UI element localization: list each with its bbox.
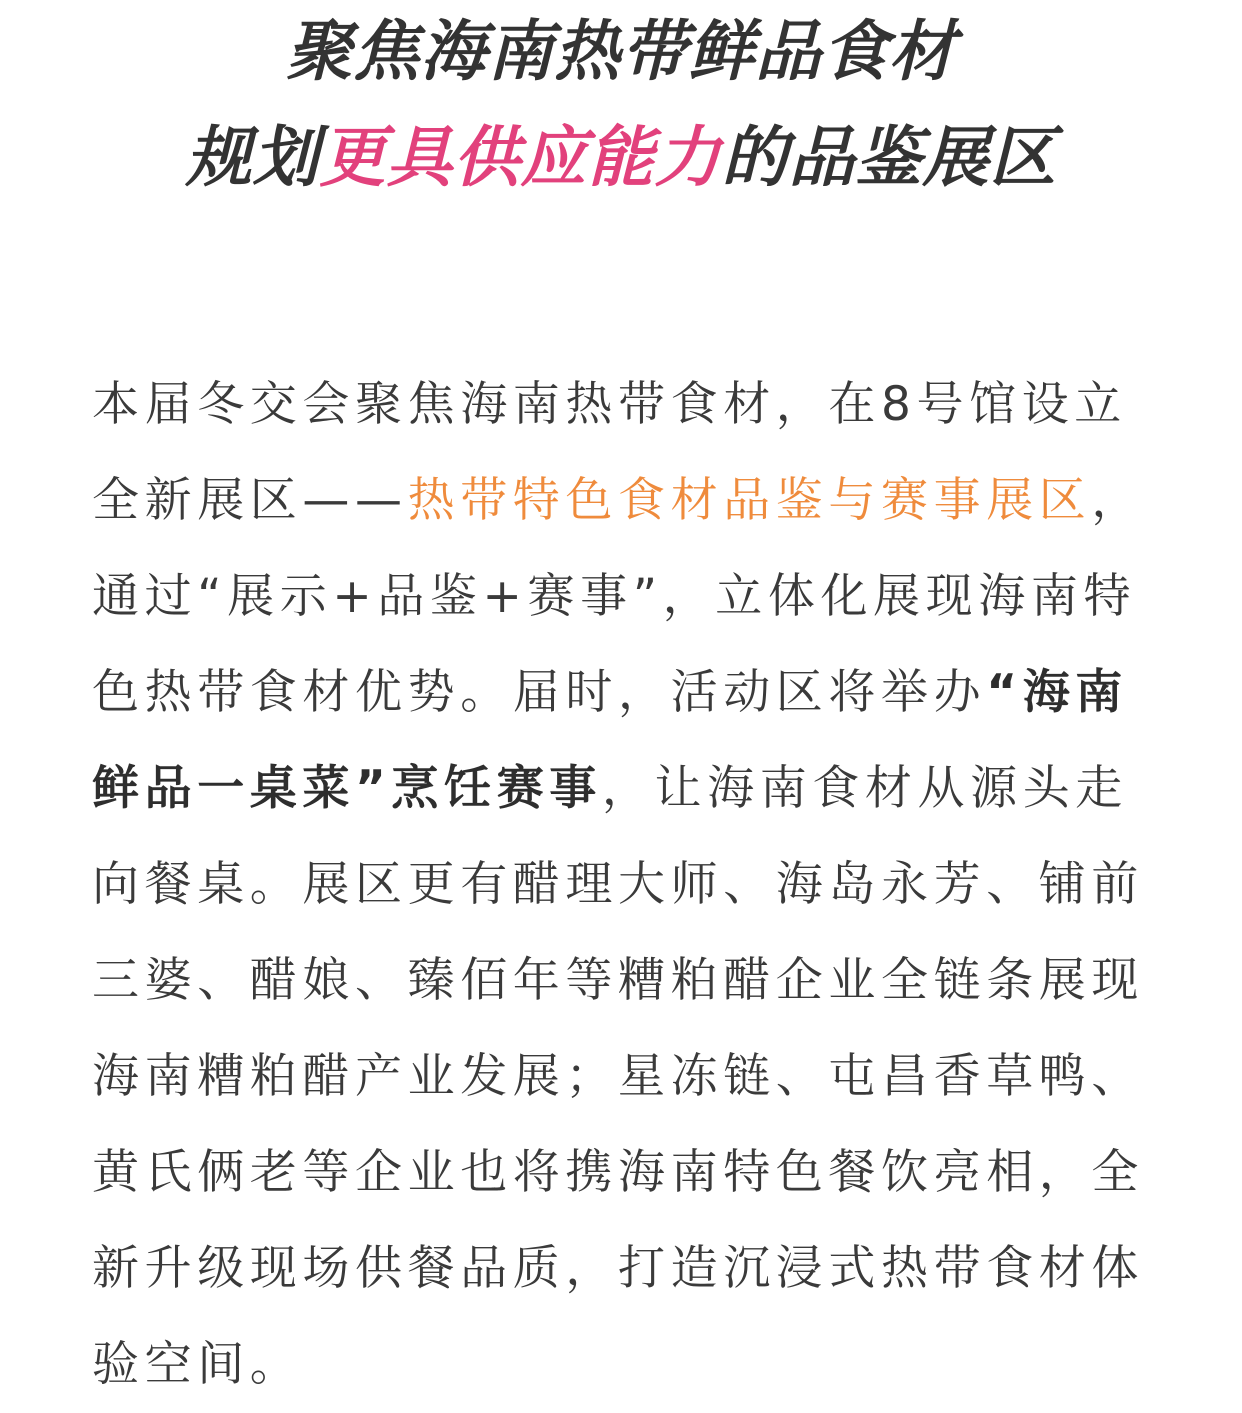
heading-line-2	[0, 118, 1242, 198]
article-text-part-3: ，让海南食材从源头走向餐桌。展区更有醋理大师、海岛永芳、铺前三婆、醋娘、臻佰年等糟粕醋企业全链条展现海南糟粕醋产业发展；星冻链、屯昌香草鸭、黄氏俩老等企业也将携海南特色餐饮亮相，全新升级现场供餐品质，打造沉浸式热带食材体验空间。	[92, 761, 1144, 1392]
cooking-event-name: “海南鲜品一桌菜”烹饪赛事	[92, 665, 1128, 816]
exhibition-zone-name: 热带特色食材品鉴与赛事展区	[407, 473, 1092, 528]
article-text-part-1: 本届冬交会聚焦海南热带食材，在8号馆设立全新展区——	[92, 377, 1127, 528]
heading-line-2-suffix: 的品鉴展区	[721, 119, 1057, 196]
article-paragraph	[92, 357, 1152, 1413]
heading-line-2-prefix: 规划	[185, 119, 320, 196]
heading-line-1: 聚焦海南热带鲜品食材	[286, 13, 956, 90]
heading-highlight: 更具供应能力	[319, 119, 722, 196]
article-text-part-2: ，通过“展示+品鉴+赛事”，立体化展现海南特色热带食材优势。届时，活动区将举办	[92, 473, 1145, 720]
